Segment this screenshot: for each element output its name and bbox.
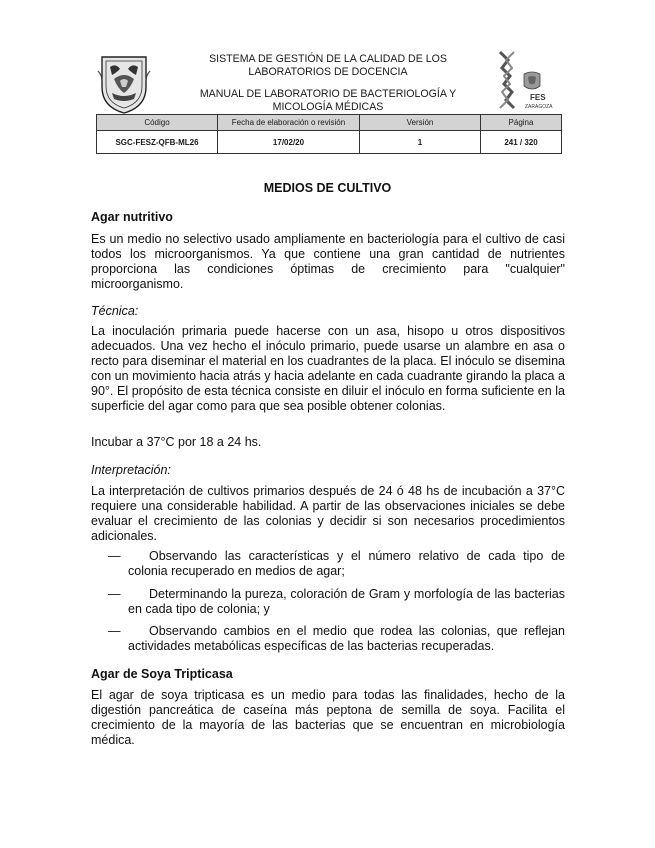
meta-header-pagina: Página [481, 115, 562, 131]
meta-header-codigo: Código [97, 115, 218, 131]
label-tecnica: Técnica: [91, 304, 139, 318]
list-item-text: Observando cambios en el medio que rodea las colonias, que reflejan actividades metabólicas específicas de las bacterias recuperadas. [128, 624, 565, 653]
list-item-text: Determinando la pureza, coloración de Gram y morfología de las bacterias en cada tipo de colonia; y [128, 587, 565, 616]
meta-header-version: Versión [360, 115, 481, 131]
heading-agar-nutritivo: Agar nutritivo [91, 210, 173, 224]
label-interpretacion: Interpretación: [91, 463, 171, 477]
zaragoza-logo-text: ZARAGOZA [525, 104, 553, 110]
unam-logo-icon [96, 53, 152, 115]
bullet-dash: — [108, 624, 121, 638]
meta-value-codigo: SGC-FESZ-QFB-ML26 [97, 131, 218, 154]
meta-value-pagina: 241 / 320 [481, 131, 562, 154]
fes-logo-text: FES [530, 93, 546, 102]
paragraph-incubar: Incubar a 37°C por 18 a 24 hs. [91, 435, 262, 449]
list-item-text: Observando las características y el número relativo de cada tipo de colonia recuperado en medios de agar; [128, 549, 565, 578]
meta-header-fecha: Fecha de elaboración o revisión [218, 115, 360, 131]
meta-value-version: 1 [360, 131, 481, 154]
list-item [108, 549, 565, 579]
fes-zaragoza-logo-icon [492, 50, 562, 116]
paragraph-interpretacion: La interpretación de cultivos primarios después de 24 ó 48 hs de incubación a 37°C requiere una considerable habilidad. A partir de las observaciones iniciales se debe evaluar el crecimiento de las colonias y decidir si son necesarios procedimientos adicionales. [91, 484, 565, 543]
meta-header-row [97, 115, 562, 131]
paragraph-agar-soya: El agar de soya tripticasa es un medio para todas las finalidades, hecho de la digestión pancreática de caseína más peptona de semilla de soya. Facilita el crecimiento de la mayoría de las bacterias que se encuentran en microbiología médica. [91, 688, 565, 747]
document-title: MEDIOS DE CULTIVO [263, 181, 392, 195]
bullet-dash: — [108, 587, 121, 601]
meta-value-row [97, 131, 562, 154]
document-meta-table [96, 114, 562, 154]
paragraph-tecnica: La inoculación primaria puede hacerse con un asa, hisopo u otros dispositivos adecuados. Una vez hecho el inóculo primario, puede usarse un alambre en asa o recto para diseminar el material en los cuadrantes de la placa. El inóculo se disemina con un movimiento hacia atrás y hacia adelante en cada cuadrante girando la placa a 90°. El propósito de esta técnica consiste en diluir el inóculo en forma suficiente en la superficie del agar como para que sea posible obtener colonias. [91, 324, 565, 413]
meta-value-fecha: 17/02/20 [218, 131, 360, 154]
paragraph-agar-nutritivo-intro: Es un medio no selectivo usado ampliamente en bacteriología para el cultivo de casi todos los microorganismos. Ya que contiene una gran cantidad de nutrientes proporciona las condiciones óptimas de crecimiento para "cualquier" microorganismo. [91, 232, 565, 291]
bullet-dash: — [108, 549, 121, 563]
list-item [108, 624, 565, 654]
heading-agar-soya: Agar de Soya Tripticasa [91, 667, 233, 681]
list-item [108, 587, 565, 617]
header-title-manual: MANUAL DE LABORATORIO DE BACTERIOLOGÍA Y MICOLOGÍA MÉDICAS [199, 88, 457, 113]
header-title-system: SISTEMA DE GESTIÓN DE LA CALIDAD DE LOS LABORATORIOS DE DOCENCIA [209, 53, 447, 78]
